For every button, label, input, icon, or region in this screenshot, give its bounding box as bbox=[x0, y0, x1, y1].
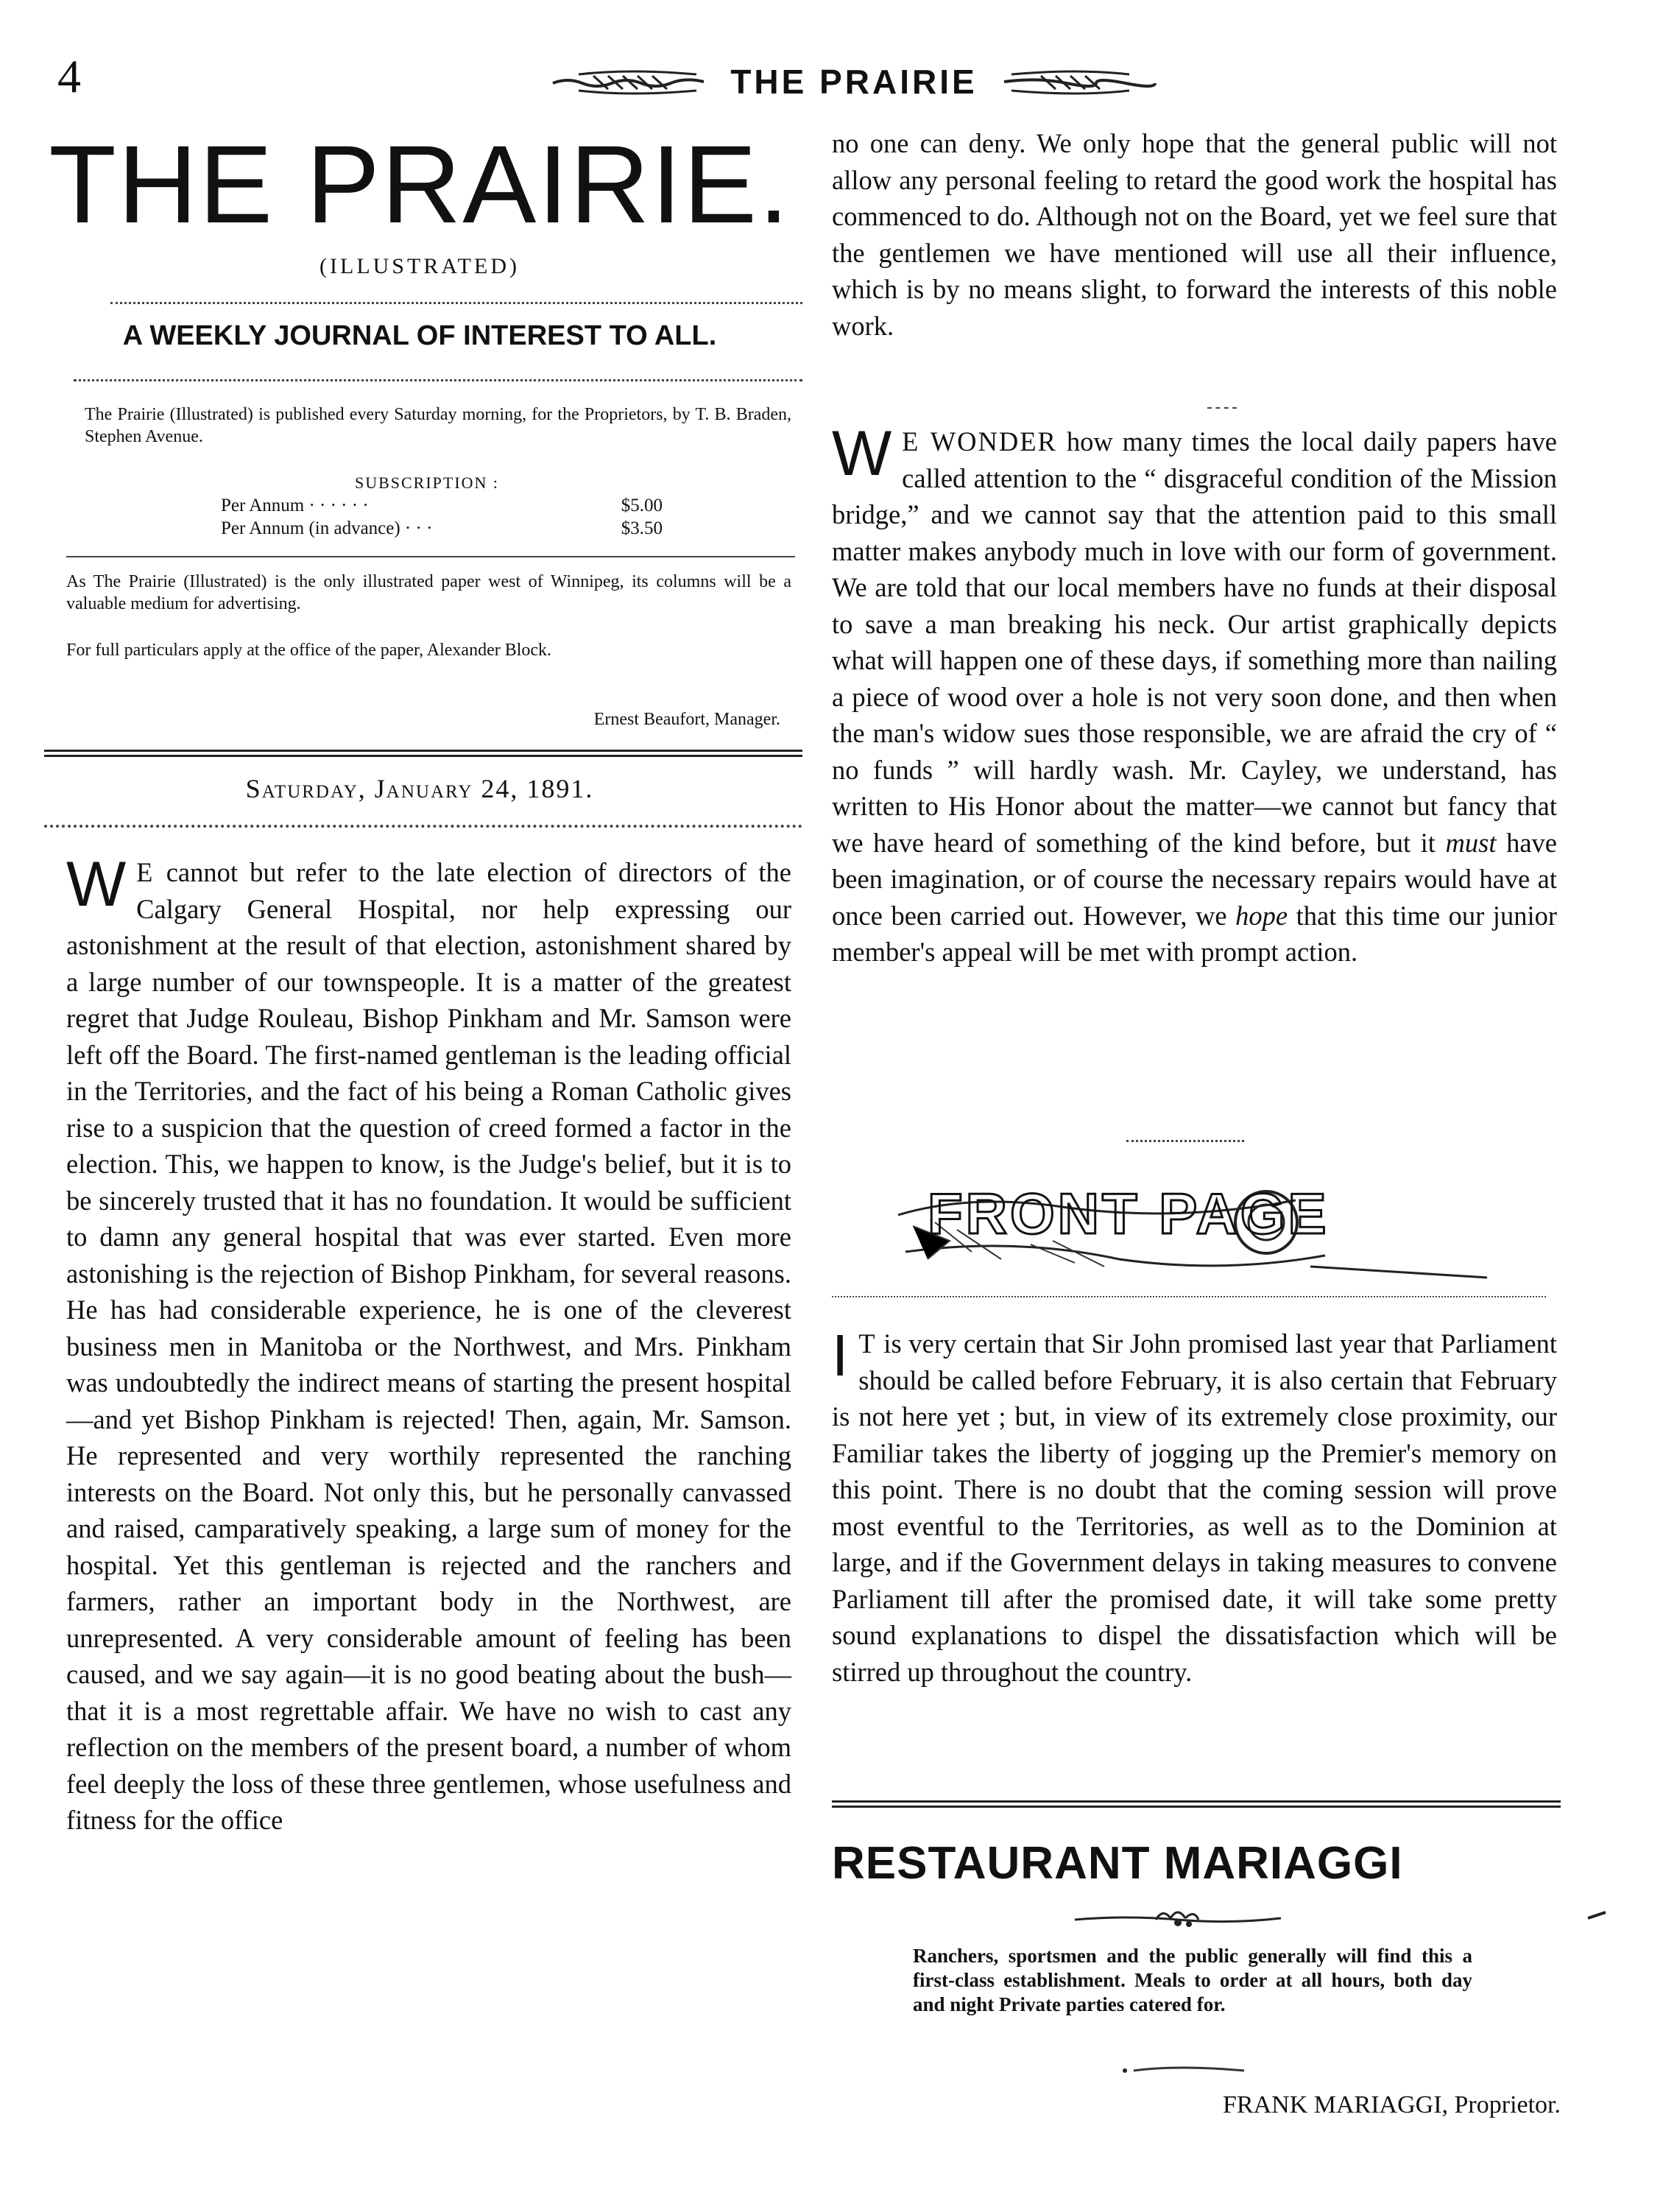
thin-divider bbox=[66, 556, 795, 557]
double-rule bbox=[832, 1800, 1561, 1808]
leaf-ornament bbox=[1067, 1903, 1288, 1933]
masthead-title: THE PRAIRIE. bbox=[49, 122, 791, 246]
dotted-divider bbox=[74, 379, 802, 381]
front-page-illustration bbox=[883, 1171, 1502, 1281]
dotted-divider bbox=[832, 1296, 1546, 1297]
front-page-label: FRONT PAGE bbox=[928, 1181, 1330, 1246]
article-body: how many times the local daily papers have called attention to the “ disgraceful condition of the Mission bridge,” and we cannot say that the attention paid to this small matter makes anybody much in love with our form of government. We are told that our local members have no funds at their disposal to save a man breaking his neck. Our artist graphically depicts what will happen one of these days, if something more than nailing a piece of wood over a hole is not very soon done, and then when the man's widow sues those responsible, we are afraid the cry of “ no funds ” will hardly wash. Mr. Cayley, we understand, has written to His Honor about the matter—we cannot but fancy that we have heard of something of the kind before, but it bbox=[832, 426, 1557, 858]
subscription-row bbox=[221, 494, 663, 517]
emphasis: hope bbox=[1235, 900, 1288, 931]
masthead-subtitle: (ILLUSTRATED) bbox=[319, 254, 520, 278]
stray-mark bbox=[1586, 1911, 1607, 1920]
manager-line: Ernest Beaufort, Manager. bbox=[593, 710, 780, 729]
subscription-heading: SUBSCRIPTION : bbox=[354, 473, 500, 492]
short-rule bbox=[1207, 407, 1237, 409]
article-parliament bbox=[832, 1322, 1557, 1690]
subscription-row bbox=[221, 517, 663, 540]
double-rule bbox=[44, 750, 802, 757]
article-body: is very certain that Sir John promised last year that Parliament should be called before February, it is also certain that February is not here yet ; but, in view of its extremely close proximity, our Familiar takes the liberty of jogging up the Premier's memory on this point. There is no doubt that the coming session will prove most eventful to the Territories, as well as to the Dominion at large, and if the Government delays in taking measures to convene Parliament till after the promised date, it will take some pretty sound explanations to dispel the dissatisfaction which will be stirred up throughout the country. bbox=[832, 1328, 1557, 1687]
advert-body: Ranchers, sportsmen and the public generally will find this a first-class establishment. Meals to order at all hours, both day and night Private parties catered for. bbox=[913, 1945, 1472, 2015]
dropcap: W bbox=[66, 849, 127, 920]
article-first-word: T bbox=[858, 1328, 877, 1359]
article-first-word: E WONDER bbox=[902, 426, 1057, 457]
particulars-note: For full particulars apply at the office of the paper, Alexander Block. bbox=[66, 641, 552, 660]
publication-note: The Prairie (Illustrated) is published every Saturday morning, for the Proprietors, by T. B. Braden, Stephen Avenue. bbox=[85, 405, 791, 446]
small-ornament bbox=[1119, 2062, 1251, 2077]
advert-signature: FRANK MARIAGGI, Proprietor. bbox=[1223, 2091, 1561, 2118]
left-flourish-ornament bbox=[549, 67, 711, 96]
dropcap: I bbox=[832, 1322, 849, 1388]
running-head bbox=[486, 56, 1222, 108]
subscription-label: Per Annum (in advance) · · · bbox=[221, 518, 433, 538]
subscription-price: $5.00 bbox=[621, 496, 663, 515]
dotted-divider bbox=[110, 302, 802, 304]
issue-date: Saturday, January 24, 1891. bbox=[245, 774, 594, 803]
dotted-divider bbox=[1126, 1140, 1244, 1142]
page-number: 4 bbox=[57, 50, 81, 102]
article-body: that this time our junior member's appeal will be met with prompt action. bbox=[832, 900, 1557, 967]
article-hospital-continuation: no one can deny. We only hope that the general public will not allow any personal feeling to retard the good work the hospital has commenced to do. Although not on the Board, yet we feel sure that the gentlemen we have mentioned will use all their influence, which is by no means slight, to forward the interests of this noble work. bbox=[832, 128, 1557, 341]
right-flourish-ornament bbox=[997, 67, 1159, 96]
advertising-note: As The Prairie (Illustrated) is the only illustrated paper west of Winnipeg, its columns will be a valuable medium for advertising. bbox=[66, 572, 791, 613]
subscription-label: Per Annum · · · · · · bbox=[221, 496, 369, 515]
article-bridge bbox=[832, 418, 1557, 971]
emphasis: must bbox=[1445, 827, 1497, 858]
masthead-tagline: A WEEKLY JOURNAL OF INTEREST TO ALL. bbox=[122, 320, 717, 351]
article-first-word: E bbox=[136, 857, 155, 887]
advert-title: RESTAURANT MARIAGGI bbox=[832, 1838, 1403, 1889]
article-body: cannot but refer to the late election of directors of the Calgary General Hospital, nor help expressing our astonishment at the result of that election, astonishment shared by a large number of our townspeople. It is a matter of the greatest regret that Judge Rouleau, Bishop Pinkham and Mr. Samson were left off the Board. The first-named gentleman is the leading official in the Territories, and the fact of his being a Roman Catholic gives rise to a suspicion that the question of creed formed a factor in the election. This, we happen to know, is the Judge's belief, but it is to be sincerely trusted that it has no foundation. It would be sufficient to damn any general hospital that was ever started. Even more astonishing is the rejection of Bishop Pinkham, for several reasons. He has had considerable experience, he is one of the cleverest business men in Manitoba or the Northwest, and Mrs. Pinkham was undoubtedly the indirect means of starting the present hospital—and yet Bishop Pinkham is rejected! Then, again, Mr. Samson. He represented and very worthily represented the ranching interests on the Board. Not only this, but he personally canvassed and raised, camparatively speaking, a large sum of money for the hospital. Yet this gentleman is rejected and the ranchers and farmers, rather an important body in the Northwest, are unrepresented. A very considerable amount of feeling has been caused, and we say again—it is no good beating about the bush—that it is a most regrettable affair. We have no wish to cast any reflection on the members of the present board, a number of whom feel deeply the loss of these three gentlemen, whose usefulness and fitness for the office bbox=[66, 857, 791, 1835]
dropcap: W bbox=[832, 418, 892, 489]
subscription-price: $3.50 bbox=[621, 518, 663, 538]
dotted-divider bbox=[44, 825, 802, 828]
subscription-block bbox=[221, 471, 663, 540]
article-body: have been imagination, or of course the necessary repairs would have at once been carried out. However, we bbox=[832, 827, 1557, 931]
running-title: THE PRAIRIE bbox=[730, 63, 978, 101]
article-hospital bbox=[66, 849, 791, 1839]
